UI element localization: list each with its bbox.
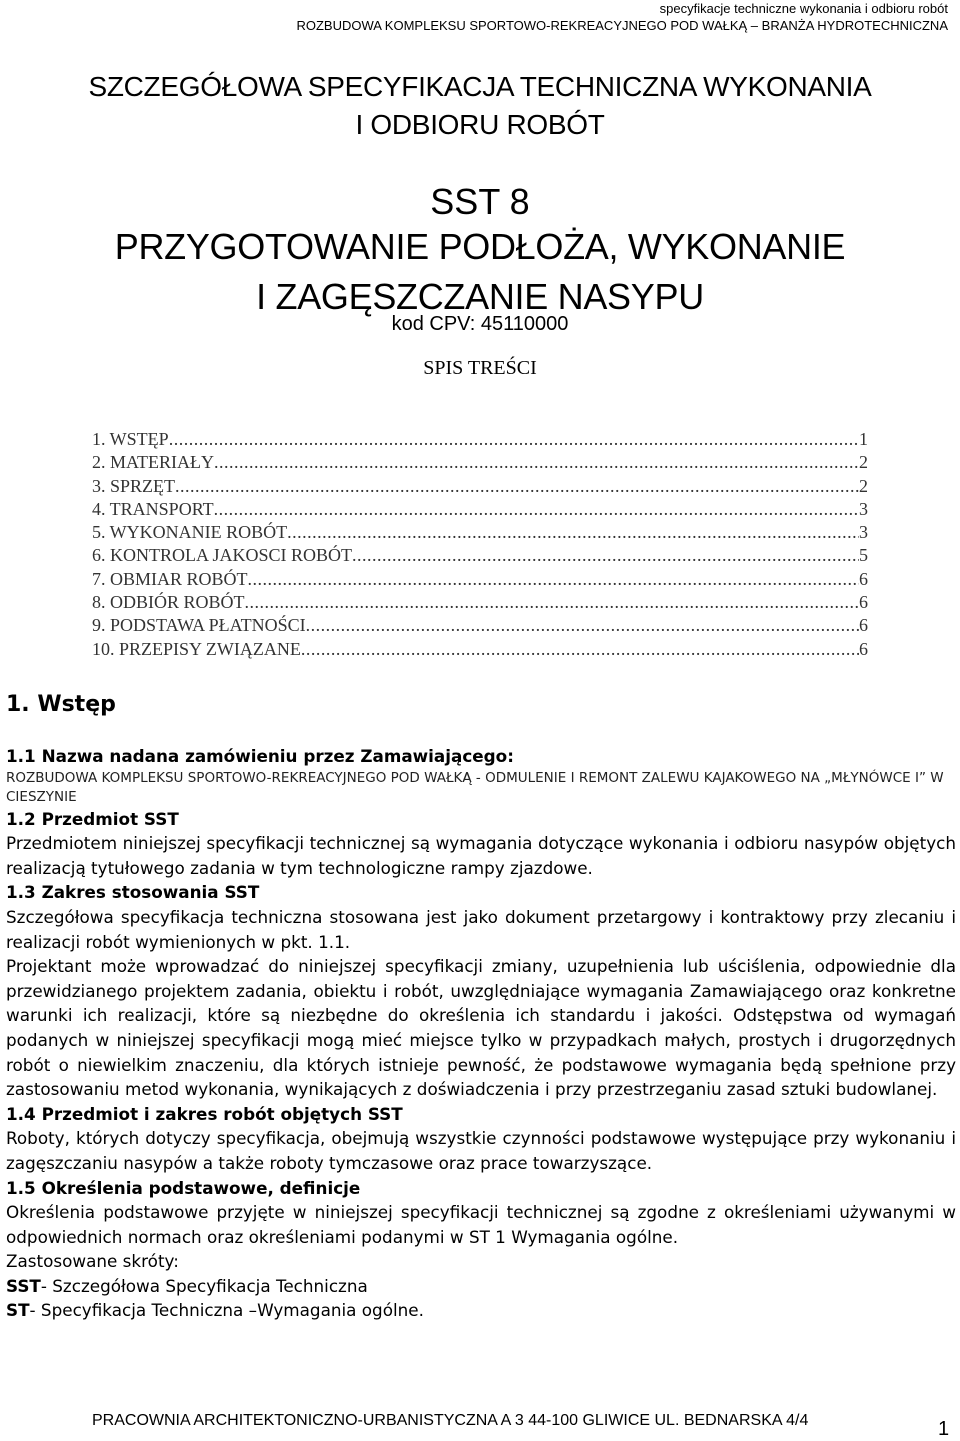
toc-item[interactable] (92, 451, 868, 474)
toc-leader-dots (214, 498, 859, 521)
toc-item[interactable] (92, 428, 868, 451)
table-of-contents (92, 428, 868, 661)
document-title (0, 68, 960, 144)
toc-item-label: 3. SPRZĘT (92, 475, 176, 496)
toc-item[interactable] (92, 568, 868, 591)
toc-item[interactable] (92, 591, 868, 614)
page-footer: PRACOWNIA ARCHITEKTONICZNO-URBANISTYCZNA A 3 44-100 GLIWICE UL. BEDNARSKA 4/4 (92, 1412, 809, 1429)
abbreviations-heading: Zastosowane skróty: (6, 1251, 179, 1272)
toc-heading: SPIS TREŚCI (423, 357, 537, 379)
header-project: ROZBUDOWA KOMPLEKSU SPORTOWO-REKREACYJNEGO POD WAŁKĄ – BRANŻA HYDROTECHNICZNA (296, 18, 948, 33)
cpv-code: kod CPV: 45110000 (391, 313, 569, 335)
toc-item-label: 2. MATERIAŁY (92, 452, 214, 473)
toc-item-page: 3 (859, 498, 868, 519)
toc-item-page: 2 (859, 452, 868, 473)
subsection-1-4-text: Roboty, których dotyczy specyfikacja, obejmują wszystkie czynności podstawowe występujące przy wykonaniu i zagęszczaniu nasypów a także roboty tymczasowe oraz prace towarzyszące. (6, 1128, 956, 1173)
toc-item-label: 6. KONTROLA JAKOSCI ROBÓT (92, 545, 353, 566)
toc-item[interactable] (92, 638, 868, 661)
toc-item-page: 6 (859, 638, 868, 659)
subsection-1-5-heading: 1.5 Określenia podstawowe, definicje (6, 1177, 361, 1198)
toc-item-label: 10. PRZEPISY ZWIĄZANE (92, 638, 301, 659)
toc-item-label: 8. ODBIÓR ROBÓT (92, 592, 245, 613)
page-number: 1 (938, 1418, 950, 1440)
toc-leader-dots (214, 451, 859, 474)
toc-item-label: 1. WSTĘP (92, 429, 169, 449)
toc-item-label: 7. OBMIAR ROBÓT (92, 568, 248, 589)
subsection-1-2-text: Przedmiotem niniejszej specyfikacji technicznej są wymagania dotyczące wykonania i odbioru nasypów objętych realizacją tytułowego zadania w tym technologiczne rampy zjazdowe. (6, 833, 956, 878)
toc-item-page: 3 (859, 522, 868, 543)
section-1-content (6, 744, 956, 1323)
abbreviation-key: ST (6, 1300, 30, 1321)
subject-line-2: I ZAGĘSZCZANIE NASYPU (256, 276, 704, 317)
toc-leader-dots (306, 614, 859, 637)
toc-leader-dots (301, 638, 859, 661)
header-doc-type: specyfikacje techniczne wykonania i odbioru robót (659, 1, 948, 16)
subsection-1-4-heading: 1.4 Przedmiot i zakres robót objętych SST (6, 1103, 403, 1124)
toc-leader-dots (287, 521, 859, 544)
toc-leader-dots (248, 568, 859, 591)
toc-item-page: 6 (859, 592, 868, 613)
title-line-2: I ODBIORU ROBÓT (355, 109, 605, 140)
subsection-1-3-heading: 1.3 Zakres stosowania SST (6, 882, 260, 903)
toc-item[interactable] (92, 498, 868, 521)
toc-item-page: 2 (859, 475, 868, 496)
subsection-1-5-text: Określenia podstawowe przyjęte w niniejszej specyfikacji technicznej są zgodne z określeniami używanymi w odpowiednich normach oraz określeniami podanymi w ST 1 Wymagania ogólne. (6, 1202, 956, 1247)
toc-item-page: 6 (859, 615, 868, 636)
toc-item[interactable] (92, 544, 868, 567)
toc-item[interactable] (92, 614, 868, 637)
toc-item-page: 6 (859, 568, 868, 589)
toc-item-page: 1 (859, 429, 868, 449)
sst-number: SST 8 (430, 181, 530, 222)
toc-leader-dots (175, 475, 859, 498)
subsection-1-1-heading: 1.1 Nazwa nadana zamówieniu przez Zamawiającego: (6, 746, 514, 766)
toc-item-label: 5. WYKONANIE ROBÓT (92, 522, 288, 543)
toc-item[interactable] (92, 521, 868, 544)
toc-leader-dots (245, 591, 859, 614)
toc-item-page: 5 (859, 545, 868, 566)
abbreviation-value: - Szczegółowa Specyfikacja Techniczna (40, 1275, 368, 1296)
toc-leader-dots (169, 428, 859, 451)
section-heading-1: 1. Wstęp (6, 692, 116, 717)
sst-subject (0, 222, 960, 322)
page-header (0, 0, 948, 34)
subsection-1-3-text-2: Projektant może wprowadzać do niniejszej specyfikacji zmiany, uzupełnienia lub uściślenia, odpowiednie dla przewidzianego projektem zadania, obiektu i robót, uwzględniające wymagania Zamawiającego oraz konkretne warunki ich realizacji, które są niezbędne do określenia ich standardu i jakości. Odstępstwa od wymagań podanych w niniejszej specyfikacji mogą mieć miejsce tylko w przypadkach małych, prostych i drugorzędnych robót o niewielkim znaczeniu, dla których istnieje pewność, że podstawowe wymagania będą spełnione przy zastosowaniu metod wykonania, wynikających z doświadczenia i przy przestrzeganiu zasad sztuki budowlanej. (6, 956, 956, 1100)
subsection-1-2-heading: 1.2 Przedmiot SST (6, 808, 179, 829)
toc-leader-dots (352, 544, 859, 567)
toc-item-label: 9. PODSTAWA PŁATNOŚCI (92, 615, 306, 636)
abbreviation-st (6, 1298, 956, 1323)
abbreviation-value: - Specyfikacja Techniczna –Wymagania ogólne. (29, 1300, 424, 1321)
toc-item-label: 4. TRANSPORT (92, 498, 214, 519)
abbreviation-sst (6, 1274, 956, 1299)
toc-item[interactable] (92, 475, 868, 498)
title-line-1: SZCZEGÓŁOWA SPECYFIKACJA TECHNICZNA WYKONANIA (88, 71, 872, 102)
subsection-1-3-text-1: Szczegółowa specyfikacja techniczna stosowana jest jako dokument przetargowy i kontraktowy przy zlecaniu i realizacji robót wymienionych w pkt. 1.1. (6, 906, 956, 952)
order-name: ROZBUDOWA KOMPLEKSU SPORTOWO-REKREACYJNEGO POD WAŁKĄ - ODMULENIE I REMONT ZALEWU KAJAKOWEGO NA „MŁYNÓWCE I” W CIESZYNIE (6, 769, 944, 805)
subject-line-1: PRZYGOTOWANIE PODŁOŻA, WYKONANIE (114, 226, 846, 267)
abbreviation-key: SST (6, 1275, 41, 1296)
